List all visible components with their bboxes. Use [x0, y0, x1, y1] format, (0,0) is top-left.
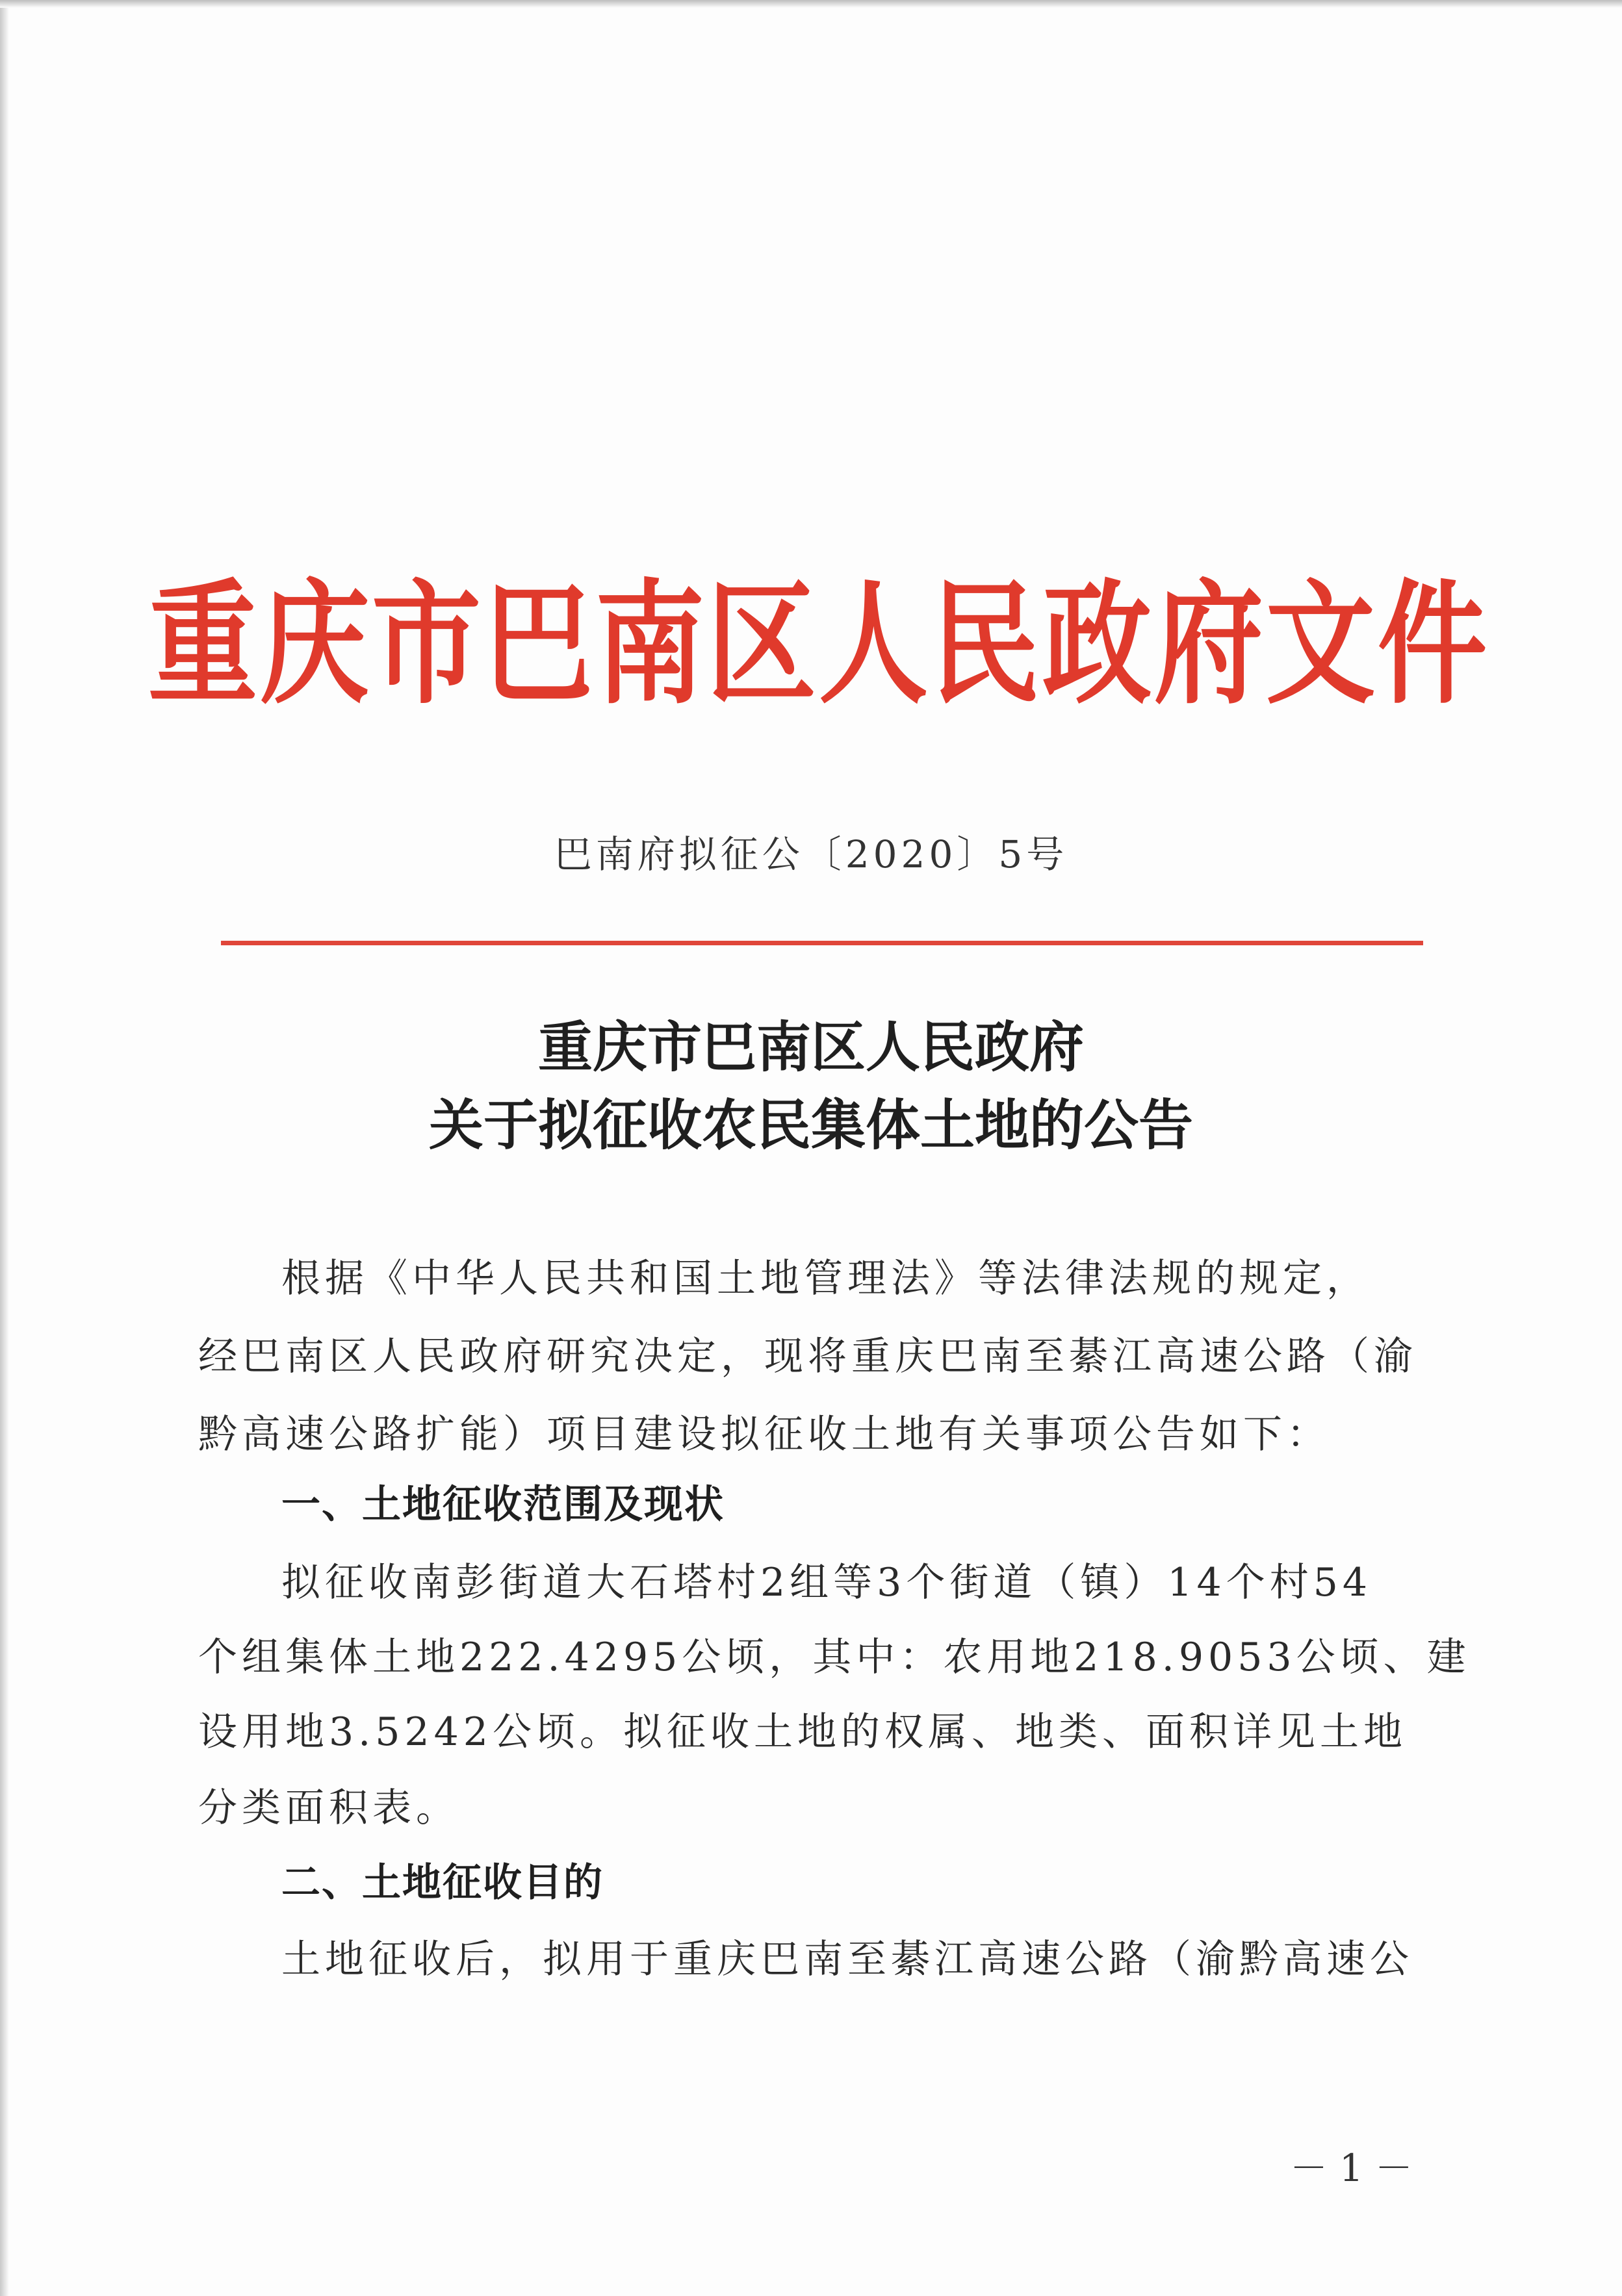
section-2-line-1: 土地征收后，拟用于重庆巴南至綦江高速公路（渝黔高速公	[281, 1937, 1413, 1982]
red-divider-line	[221, 941, 1423, 945]
section-1-line-4: 分类面积表。	[198, 1785, 459, 1831]
intro-line-3: 黔高速公路扩能）项目建设拟征收土地有关事项公告如下：	[198, 1412, 1330, 1457]
section-2-heading: 二、土地征收目的	[281, 1860, 604, 1906]
notice-title-line-1: 重庆市巴南区人民政府	[537, 1015, 1084, 1079]
page-number: －1－	[1290, 2146, 1424, 2190]
masthead-title: 重庆市巴南区人民政府文件	[148, 565, 1489, 722]
notice-title-line-2: 关于拟征收农民集体土地的公告	[428, 1093, 1193, 1157]
intro-line-1: 根据《中华人民共和国土地管理法》等法律法规的规定，	[281, 1256, 1370, 1301]
scan-edge-top	[0, 0, 1622, 8]
intro-line-2: 经巴南区人民政府研究决定，现将重庆巴南至綦江高速公路（渝	[198, 1334, 1417, 1379]
section-1-line-3: 设用地3.5242公顷。拟征收土地的权属、地类、面积详见土地	[198, 1709, 1407, 1755]
section-1-heading: 一、土地征收范围及现状	[281, 1482, 725, 1527]
section-1-line-1: 拟征收南彭街道大石塔村2组等3个街道（镇）14个村54	[281, 1560, 1372, 1605]
section-1-line-2: 个组集体土地222.4295公顷，其中：农用地218.9053公顷、建	[198, 1635, 1471, 1680]
document-number: 巴南府拟征公〔2020〕5号	[554, 832, 1068, 876]
